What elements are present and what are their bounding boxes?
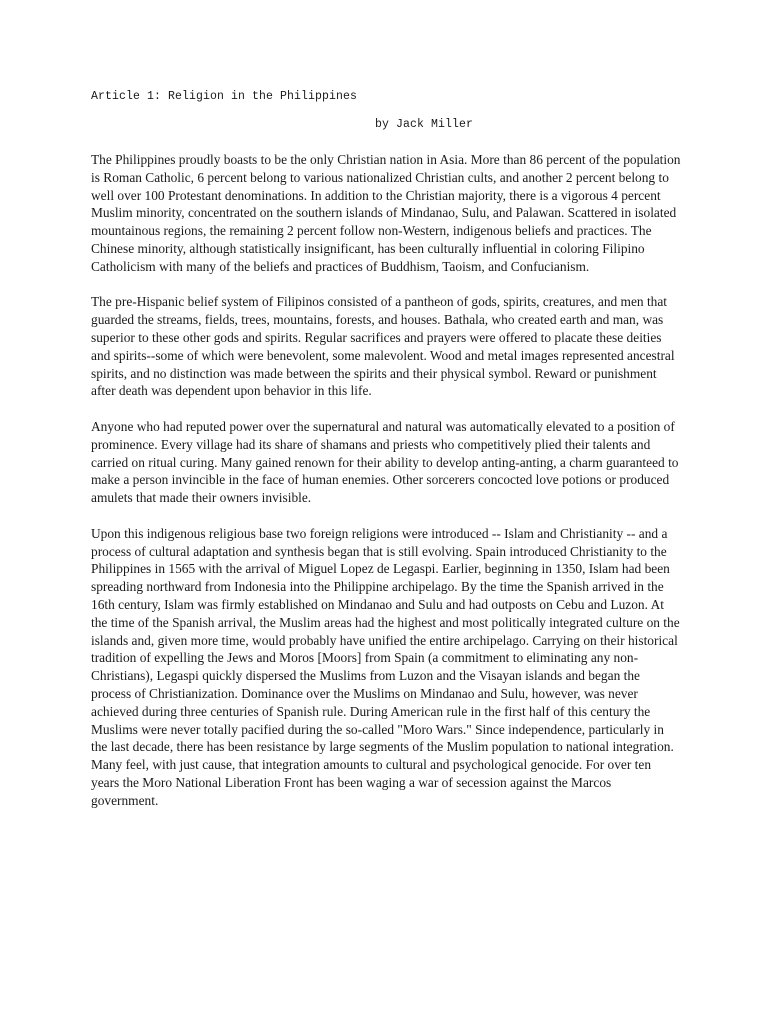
paragraph-3: Anyone who had reputed power over the supernatural and natural was automatically elevated to a position of prominence. Every village had its share of shamans and priests who competitively plied their talents and carried on ritual curing. Many gained renown for their ability to develop anting-anting, a charm guaranteed to make a person invincible in the face of human enemies. Other sorcerers concocted love potions or produced amulets that made their owners invisible. [91,418,679,506]
article-title: Article 1: Religion in the Philippines [91,90,358,103]
paragraph-2: The pre-Hispanic belief system of Filipinos consisted of a pantheon of gods, spirits, creatures, and men that guarded the streams, fields, trees, mountains, forests, and houses. Bathala, who created earth and man, was superior to these other gods and spirits. Regular sacrifices and prayers were offered to placate these deities and spirits--some of which were benevolent, some malevolent. Wood and metal images represented ancestral spirits, and no distinction was made between the spirits and their physical symbol. Reward or punishment after death was dependent upon behavior in this life. [91,294,675,399]
paragraph-1: The Philippines proudly boasts to be the only Christian nation in Asia. More than 86 percent of the population is Roman Catholic, 6 percent belong to various nationalized Christian cults, and another 2 percent belong to well over 100 Protestant denominations. In addition to the Christian majority, there is a vigorous 4 percent Muslim minority, concentrated on the southern islands of Mindanao, Sulu, and Palawan. Scattered in isolated mountainous regions, the remaining 2 percent follow non-Western, indigenous beliefs and practices. The Chinese minority, although statistically insignificant, has been culturally influential in coloring Filipino Catholicism with many of the beliefs and practices of Buddhism, Taoism, and Confucianism. [91,152,681,274]
article-body [91,151,681,827]
paragraph-4: Upon this indigenous religious base two foreign religions were introduced -- Islam and Christianity -- and a process of cultural adaptation and synthesis began that is still evolving. Spain introduced Christianity to the Philippines in 1565 with the arrival of Miguel Lopez de Legaspi. Earlier, beginning in 1350, Islam had been spreading northward from Indonesia into the Philippine archipelago. By the time the Spanish arrived in the 16th century, Islam was firmly established on Mindanao and Sulu and had outposts on Cebu and Luzon. At the time of the Spanish arrival, the Muslim areas had the highest and most politically integrated culture on the islands and, given more time, would probably have unified the entire archipelago. Carrying on their historical tradition of expelling the Jews and Moros [Moors] from Spain (a commitment to eliminating any non-Christians), Legaspi quickly dispersed the Muslims from Luzon and the Visayan islands and began the process of Christianization. Dominance over the Muslims on Mindanao and Sulu, however, was never achieved during three centuries of Spanish rule. During American rule in the first half of this century the Muslims were never totally pacified during the so-called "Moro Wars." Since independence, particularly in the last decade, there has been resistance by large segments of the Muslim population to national integration. Many feel, with just cause, that integration amounts to cultural and psychological genocide. For over ten years the Moro National Liberation Front has been waging a war of secession against the Marcos government. [91,525,680,808]
author-byline: by Jack Miller [375,118,474,131]
